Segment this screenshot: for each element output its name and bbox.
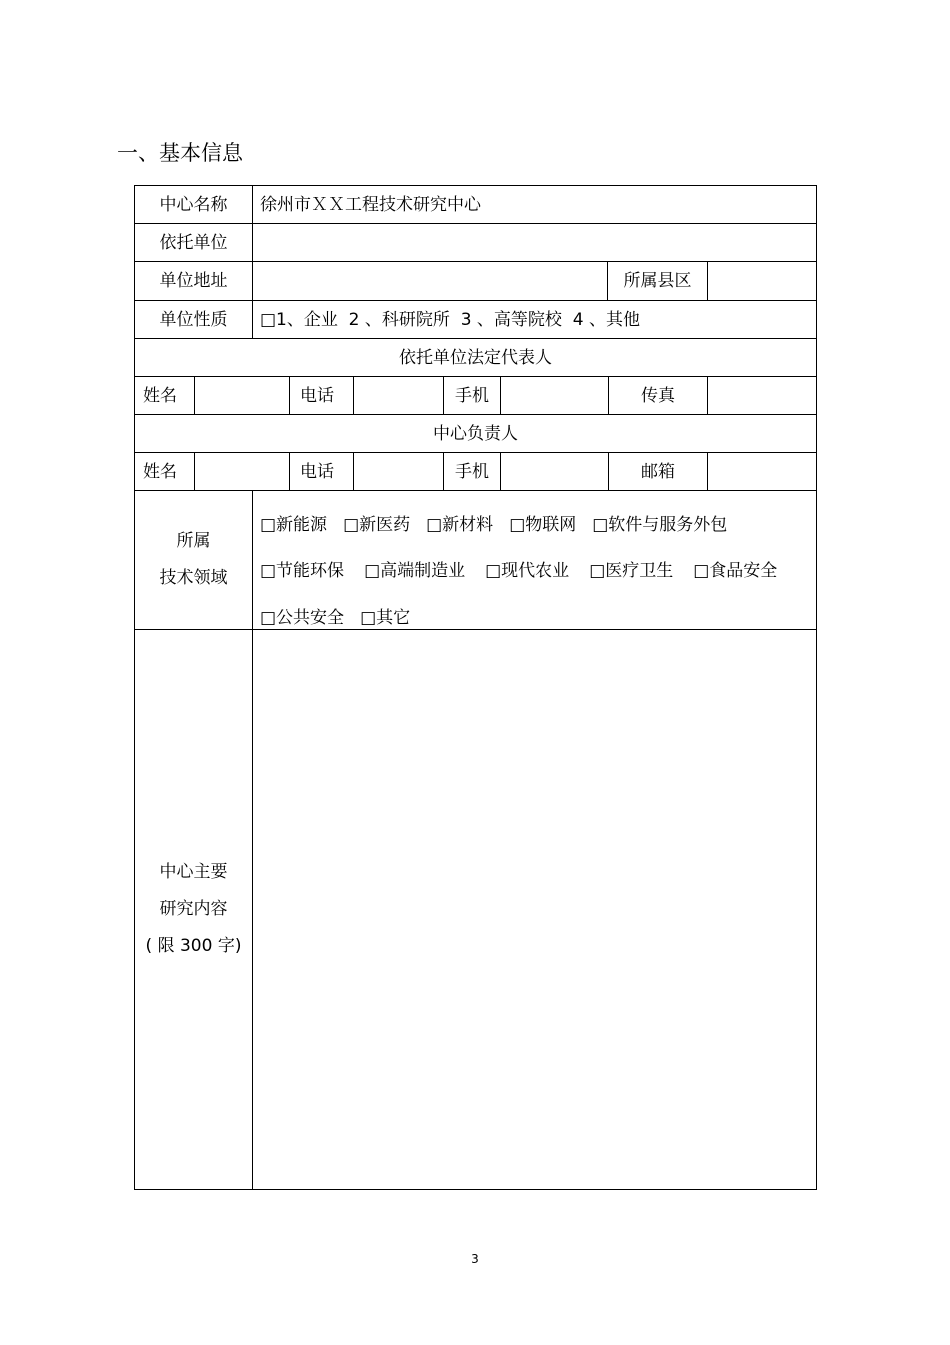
unit-address-label: 单位地址 xyxy=(159,271,228,291)
tech-field-option[interactable]: □现代农业 xyxy=(485,561,570,581)
legal-rep-mobile-field[interactable] xyxy=(501,377,608,414)
legal-rep-phone-field[interactable] xyxy=(354,377,443,414)
legal-rep-name-field[interactable] xyxy=(195,377,289,414)
unit-nature-options[interactable]: □1、企业 2 、科研院所 3 、高等院校 4 、其他 xyxy=(260,309,640,330)
county-field[interactable] xyxy=(708,262,816,300)
host-unit-field[interactable] xyxy=(253,224,816,261)
table-rule xyxy=(816,185,817,1190)
tech-field-option[interactable]: □节能环保 xyxy=(260,561,345,581)
legal-rep-name-label: 姓名 xyxy=(143,385,177,406)
research-content-field[interactable] xyxy=(253,630,816,1189)
tech-field-option[interactable]: □高端制造业 xyxy=(364,561,466,581)
tech-field-option[interactable]: □新能源 xyxy=(260,515,328,535)
tech-field-label-line2: 技术领域 xyxy=(159,568,228,588)
tech-field-option[interactable]: □公共安全 xyxy=(260,608,345,628)
tech-fields-row-2 xyxy=(260,556,777,581)
unit-nature-label: 单位性质 xyxy=(159,309,228,330)
county-label: 所属县区 xyxy=(623,271,692,291)
director-header: 中心负责人 xyxy=(433,423,518,444)
director-mobile-field[interactable] xyxy=(501,453,608,490)
tech-fields-row-3 xyxy=(260,603,426,628)
research-label-line2: 研究内容 xyxy=(159,899,228,919)
page-number: 3 xyxy=(471,1252,479,1266)
legal-rep-phone-label: 电话 xyxy=(300,385,334,406)
research-label-line3: ( 限 300 字) xyxy=(145,936,242,956)
director-email-field[interactable] xyxy=(708,453,816,490)
director-mobile-label: 手机 xyxy=(455,461,489,482)
director-name-field[interactable] xyxy=(195,453,289,490)
unit-address-field[interactable] xyxy=(253,262,607,300)
host-unit-label: 依托单位 xyxy=(159,232,228,253)
section-title: 一、基本信息 xyxy=(117,141,243,165)
center-name-value[interactable]: 徐州市ＸＸ工程技术研究中心 xyxy=(260,194,481,215)
tech-fields-row-1 xyxy=(260,510,743,535)
legal-rep-fax-field[interactable] xyxy=(708,377,816,414)
director-phone-field[interactable] xyxy=(354,453,443,490)
legal-rep-mobile-label: 手机 xyxy=(455,385,489,406)
director-phone-label: 电话 xyxy=(300,461,334,482)
center-name-label: 中心名称 xyxy=(159,194,228,215)
tech-field-option[interactable]: □食品安全 xyxy=(693,561,778,581)
tech-field-label xyxy=(135,491,252,629)
tech-field-option[interactable]: □医疗卫生 xyxy=(589,561,674,581)
research-content-label xyxy=(135,630,252,1189)
basic-info-table xyxy=(134,185,817,1190)
tech-field-option[interactable]: □物联网 xyxy=(509,515,577,535)
tech-field-label-line1: 所属 xyxy=(176,531,211,551)
tech-field-option[interactable]: □新医药 xyxy=(343,515,411,535)
legal-rep-fax-label: 传真 xyxy=(641,385,675,406)
director-email-label: 邮箱 xyxy=(641,461,675,482)
table-rule xyxy=(134,1189,817,1190)
tech-field-option[interactable]: □其它 xyxy=(360,608,411,628)
tech-field-option[interactable]: □新材料 xyxy=(426,515,494,535)
tech-field-option[interactable]: □软件与服务外包 xyxy=(592,515,728,535)
director-name-label: 姓名 xyxy=(143,461,177,482)
legal-rep-header: 依托单位法定代表人 xyxy=(399,347,552,368)
research-label-line1: 中心主要 xyxy=(159,862,228,882)
